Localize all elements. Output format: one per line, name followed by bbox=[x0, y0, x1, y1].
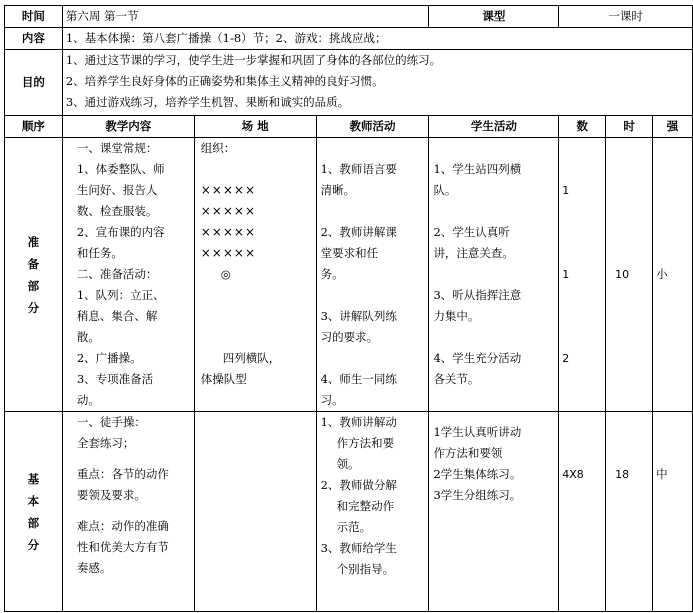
formation-row: ××××× bbox=[200, 246, 257, 260]
basic-row bbox=[5, 412, 693, 612]
teacher-position-icon: ◎ bbox=[220, 267, 231, 281]
col-order: 顺序 bbox=[5, 116, 63, 138]
formation-row: ××××× bbox=[200, 183, 257, 197]
prep-teacher-activity: 1、教师语言要 清晰。 2、教师讲解课 堂要求和任 务。 3、讲解队列练 习的要求。 4、师生一同练 习。 bbox=[316, 138, 429, 412]
lesson-type-label: 课型 bbox=[429, 6, 559, 28]
venue-note: 体操队型 bbox=[200, 372, 247, 386]
goals-row bbox=[5, 50, 693, 116]
goals-list bbox=[62, 50, 692, 116]
prep-teaching-content: 一、课堂常规： 1、体委整队、师 生问好、报告人 数、检查服装。 2、宣布课的内容 和任务。 二、准备活动： 1、队列：立正、 稍息、集合、解 散。 2、广播操。 3、专项准备活 动。 bbox=[62, 138, 194, 412]
col-intensity: 强 bbox=[653, 116, 693, 138]
content-row bbox=[5, 28, 693, 50]
basic-time: 18 bbox=[606, 412, 653, 612]
basic-intensity: 中 bbox=[653, 412, 693, 612]
basic-venue bbox=[194, 412, 316, 612]
basic-teacher-activity: 1、教师讲解动 作方法和要 领。 2、教师做分解 和完整动作 示范。 3、教师给学生 个别指导。 bbox=[316, 412, 429, 612]
prep-count: 1 1 2 bbox=[559, 138, 606, 412]
content-label: 内容 bbox=[5, 28, 63, 50]
venue-note: 四列横队， bbox=[222, 351, 281, 365]
prep-row bbox=[5, 138, 693, 412]
col-teaching: 教学内容 bbox=[62, 116, 194, 138]
col-venue: 场 地 bbox=[194, 116, 316, 138]
time-label: 时间 bbox=[5, 6, 63, 28]
prep-section-label: 准 备 部 分 bbox=[5, 138, 63, 412]
basic-count: 4X8 bbox=[559, 412, 606, 612]
content-value: 1、基本体操：第八套广播操（1-8）节；2、游戏：挑战应战； bbox=[62, 28, 692, 50]
column-header-row bbox=[5, 116, 693, 138]
formation-row: ××××× bbox=[200, 225, 257, 239]
basic-section-label: 基 本 部 分 bbox=[5, 412, 63, 612]
col-student: 学生活动 bbox=[429, 116, 559, 138]
goal-item: 3、通过游戏练习，培养学生机智、果断和诚实的品质。 bbox=[65, 95, 350, 109]
col-count: 数 bbox=[559, 116, 606, 138]
col-time: 时 bbox=[606, 116, 653, 138]
lesson-plan-table bbox=[4, 5, 693, 612]
goals-label: 目的 bbox=[5, 50, 63, 116]
lesson-type-value: 一课时 bbox=[559, 6, 693, 28]
col-teacher: 教师活动 bbox=[316, 116, 429, 138]
prep-student-activity: 1、学生站四列横 队。 2、学生认真听 讲，注意关查。 3、听从指挥注意 力集中。 4、学生充分活动 各关节。 bbox=[429, 138, 559, 412]
time-row bbox=[5, 6, 693, 28]
goal-item: 2、培养学生良好身体的正确姿势和集体主义精神的良好习惯。 bbox=[65, 74, 384, 88]
venue-title: 组织： bbox=[200, 141, 236, 155]
basic-teaching-content: 一、徒手操： 全套练习； 重点：各节的动作 要领及要求。 难点：动作的准确 性和优美大方有节 奏感。 bbox=[62, 412, 194, 612]
prep-time: 10 bbox=[606, 138, 653, 412]
time-value: 第六周 第一节 bbox=[62, 6, 429, 28]
formation-row: ××××× bbox=[200, 204, 257, 218]
basic-student-activity: 1学生认真听讲动 作方法和要领 2学生集体练习。 3学生分组练习。 bbox=[429, 412, 559, 612]
prep-intensity: 小 bbox=[653, 138, 693, 412]
prep-venue bbox=[194, 138, 316, 412]
goal-item: 1、通过这节课的学习，使学生进一步掌握和巩固了身体的各部位的练习。 bbox=[65, 53, 442, 67]
